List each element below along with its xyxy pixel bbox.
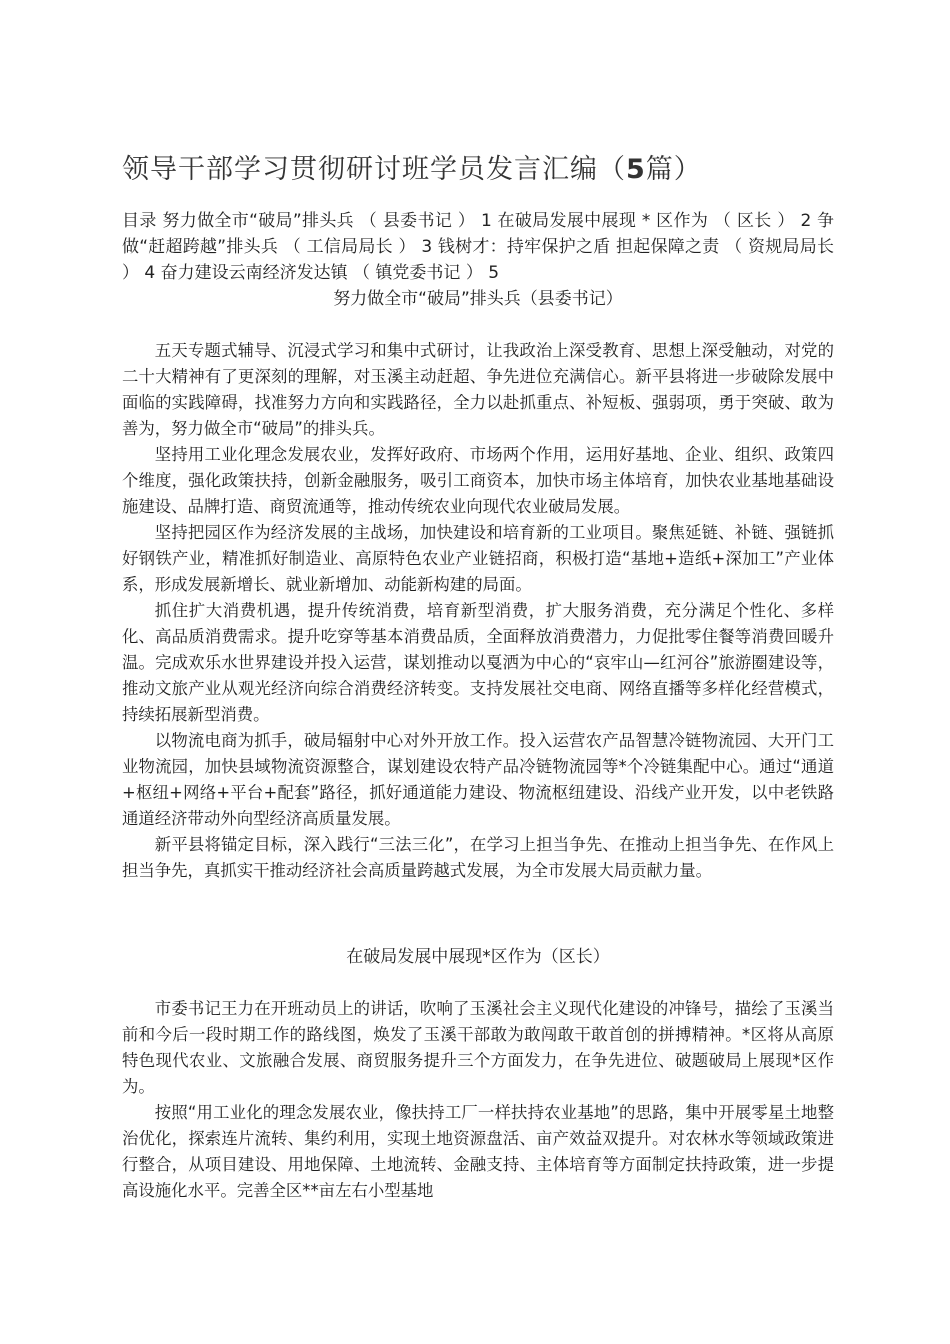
section-body-1	[122, 338, 834, 884]
paragraph: 五天专题式辅导、沉浸式学习和集中式研讨，让我政治上深受教育、思想上深受触动，对党的二十大精神有了更深刻的理解，对玉溪主动赶超、争先进位充满信心。新平县将进一步破除发展中面临的实践障碍，找准努力方向和实践路径，全力以赴抓重点、补短板、强弱项，勇于突破、敢为善为，努力做全市“破局”的排头兵。	[122, 341, 834, 438]
paragraph: 新平县将锚定目标，深入践行“三法三化”，在学习上担当争先、在推动上担当争先、在作风上担当争先，真抓实干推动经济社会高质量跨越式发展，为全市发展大局贡献力量。	[122, 835, 834, 880]
paragraph: 坚持用工业化理念发展农业，发挥好政府、市场两个作用，运用好基地、企业、组织、政策四个维度，强化政策扶持，创新金融服务，吸引工商资本，加快市场主体培育，加快农业基地基础设施建设、品牌打造、商贸流通等，推动传统农业向现代农业破局发展。	[122, 445, 834, 516]
section-heading-1: 努力做全市“破局”排头兵（县委书记）	[333, 289, 623, 309]
title-suffix: 篇）	[645, 154, 702, 185]
paragraph: 抓住扩大消费机遇，提升传统消费，培育新型消费，扩大服务消费，充分满足个性化、多样化、高品质消费需求。提升吃穿等基本消费品质，全面释放消费潜力，力促批零住餐等消费回暖升温。完成欢乐水世界建设并投入运营，谋划推动以戛洒为中心的“哀牢山—红河谷”旅游圈建设等，推动文旅产业从观光经济向综合消费经济转变。支持发展社交电商、网络直播等多样化经营模式，持续拓展新型消费。	[122, 601, 834, 724]
paragraph: 市委书记王力在开班动员上的讲话，吹响了玉溪社会主义现代化建设的冲锋号，描绘了玉溪当前和今后一段时期工作的路线图，焕发了玉溪干部敢为敢闯敢干敢首创的拼搏精神。*区将从高原特色现代农业、文旅融合发展、商贸服务提升三个方面发力，在争先进位、破题破局上展现*区作为。	[122, 999, 834, 1096]
section-heading-2: 在破局发展中展现*区作为（区长）	[346, 947, 610, 967]
document-title	[122, 150, 834, 190]
section-body-2	[122, 996, 834, 1204]
table-of-contents: 目录 努力做全市“破局”排头兵 （ 县委书记 ） 1 在破局发展中展现 * 区作为 （ 区长 ） 2 争做“赶超跨越”排头兵 （ 工信局局长 ） 3 钱树才：持牢保护之盾 担起保障之责 （ 资规局局长 ） 4 奋力建设云南经济发达镇 （ 镇党委书记 ） 5	[122, 211, 834, 283]
paragraph: 以物流电商为抓手，破局辐射中心对外开放工作。投入运营农产品智慧冷链物流园、大开门工业物流园，加快县域物流资源整合，谋划建设农特产品冷链物流园等*个冷链集配中心。通过“通道+枢纽+网络+平台+配套”路径，抓好通道能力建设、物流枢纽建设、沿线产业开发，以中老铁路通道经济带动外向型经济高质量发展。	[122, 731, 834, 828]
paragraph: 坚持把园区作为经济发展的主战场，加快建设和培育新的工业项目。聚焦延链、补链、强链抓好钢铁产业，精准抓好制造业、高原特色农业产业链招商，积极打造“基地+造纸+深加工”产业体系，形成发展新增长、就业新增加、动能新构建的局面。	[122, 523, 834, 594]
title-prefix: 领导干部学习贯彻研讨班学员发言汇编（	[122, 154, 626, 185]
paragraph: 按照“用工业化的理念发展农业，像扶持工厂一样扶持农业基地”的思路，集中开展零星土地整治优化，探索连片流转、集约利用，实现土地资源盘活、亩产效益双提升。对农林水等领域政策进行整合，从项目建设、用地保障、土地流转、金融支持、主体培育等方面制定扶持政策，进一步提高设施化水平。完善全区**亩左右小型基地	[122, 1103, 834, 1200]
title-number: 5	[626, 154, 646, 185]
